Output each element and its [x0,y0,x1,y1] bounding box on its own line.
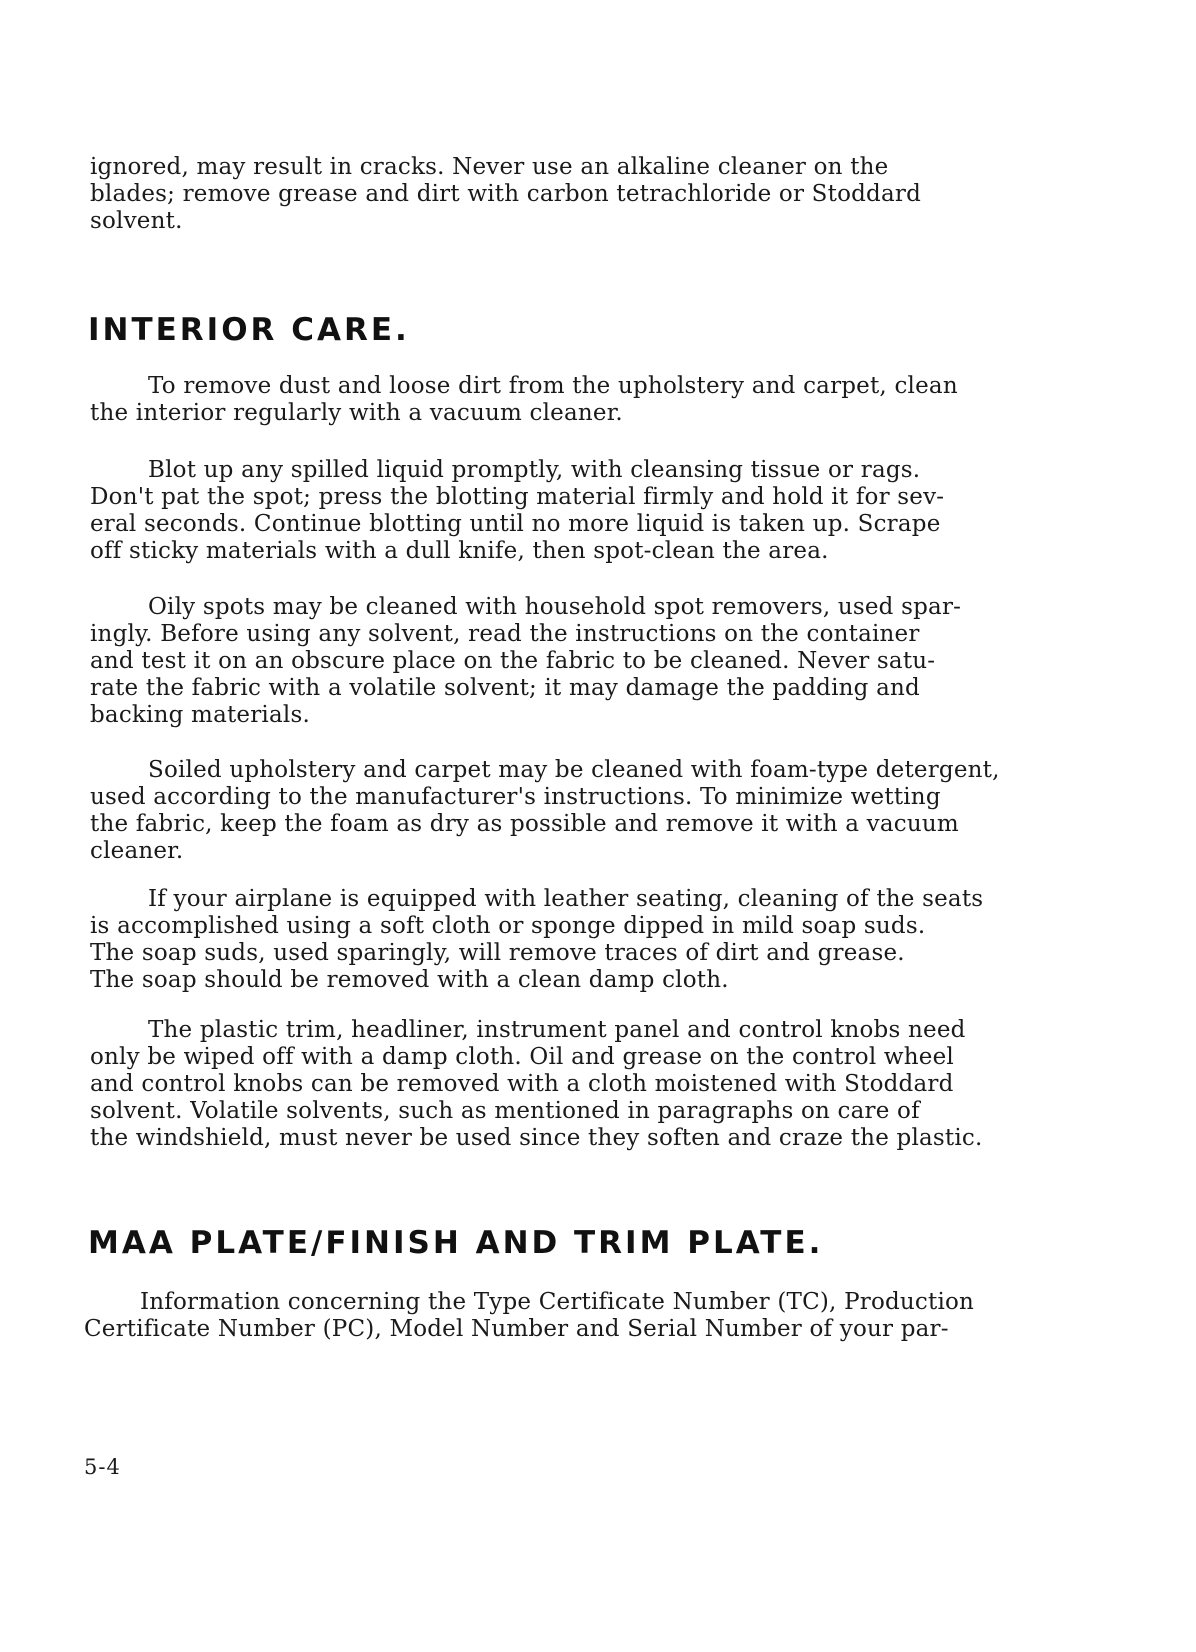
text-line: the windshield, must never be used since they soften and craze the plastic. [90,1125,983,1151]
text-line: off sticky materials with a dull knife, then spot-clean the area. [90,538,829,564]
text-line: and control knobs can be removed with a cloth moistened with Stoddard [90,1071,954,1097]
text-line: Don't pat the spot; press the blotting material firmly and hold it for sev- [90,484,945,510]
text-line: The soap should be removed with a clean damp cloth. [90,967,729,993]
text-line: only be wiped off with a damp cloth. Oil and grease on the control wheel [90,1044,954,1070]
section-heading-interior-care: INTERIOR CARE. [88,312,410,348]
text-line: used according to the manufacturer's instructions. To minimize wetting [90,784,941,810]
text-line: ingly. Before using any solvent, read the instructions on the container [90,621,920,647]
text-line: ignored, may result in cracks. Never use an alkaline cleaner on the [90,154,889,180]
text-line: cleaner. [90,838,184,864]
text-line: The plastic trim, headliner, instrument panel and control knobs need [148,1017,966,1043]
text-line: backing materials. [90,702,310,728]
text-line: Information concerning the Type Certificate Number (TC), Production [140,1289,975,1315]
text-line: is accomplished using a soft cloth or sponge dipped in mild soap suds. [90,913,926,939]
page-number: 5-4 [84,1455,121,1479]
text-line: The soap suds, used sparingly, will remove traces of dirt and grease. [90,940,905,966]
text-line: rate the fabric with a volatile solvent; it may damage the padding and [90,675,920,701]
text-line: solvent. Volatile solvents, such as mentioned in paragraphs on care of [90,1098,920,1124]
text-line: solvent. [90,208,183,234]
text-line: blades; remove grease and dirt with carbon tetrachloride or Stoddard [90,181,921,207]
section-heading-maa-plate: MAA PLATE/FINISH AND TRIM PLATE. [88,1225,824,1261]
text-line: If your airplane is equipped with leather seating, cleaning of the seats [148,886,984,912]
text-line: the interior regularly with a vacuum cleaner. [90,400,623,426]
text-line: Soiled upholstery and carpet may be cleaned with foam-type detergent, [148,757,1000,783]
text-line: Blot up any spilled liquid promptly, with cleansing tissue or rags. [148,457,921,483]
text-line: eral seconds. Continue blotting until no more liquid is taken up. Scrape [90,511,941,537]
text-line: and test it on an obscure place on the fabric to be cleaned. Never satu- [90,648,936,674]
text-line: To remove dust and loose dirt from the upholstery and carpet, clean [148,373,958,399]
text-line: the fabric, keep the foam as dry as possible and remove it with a vacuum [90,811,959,837]
text-line: Certificate Number (PC), Model Number and Serial Number of your par- [84,1316,949,1342]
text-line: Oily spots may be cleaned with household spot removers, used spar- [148,594,962,620]
